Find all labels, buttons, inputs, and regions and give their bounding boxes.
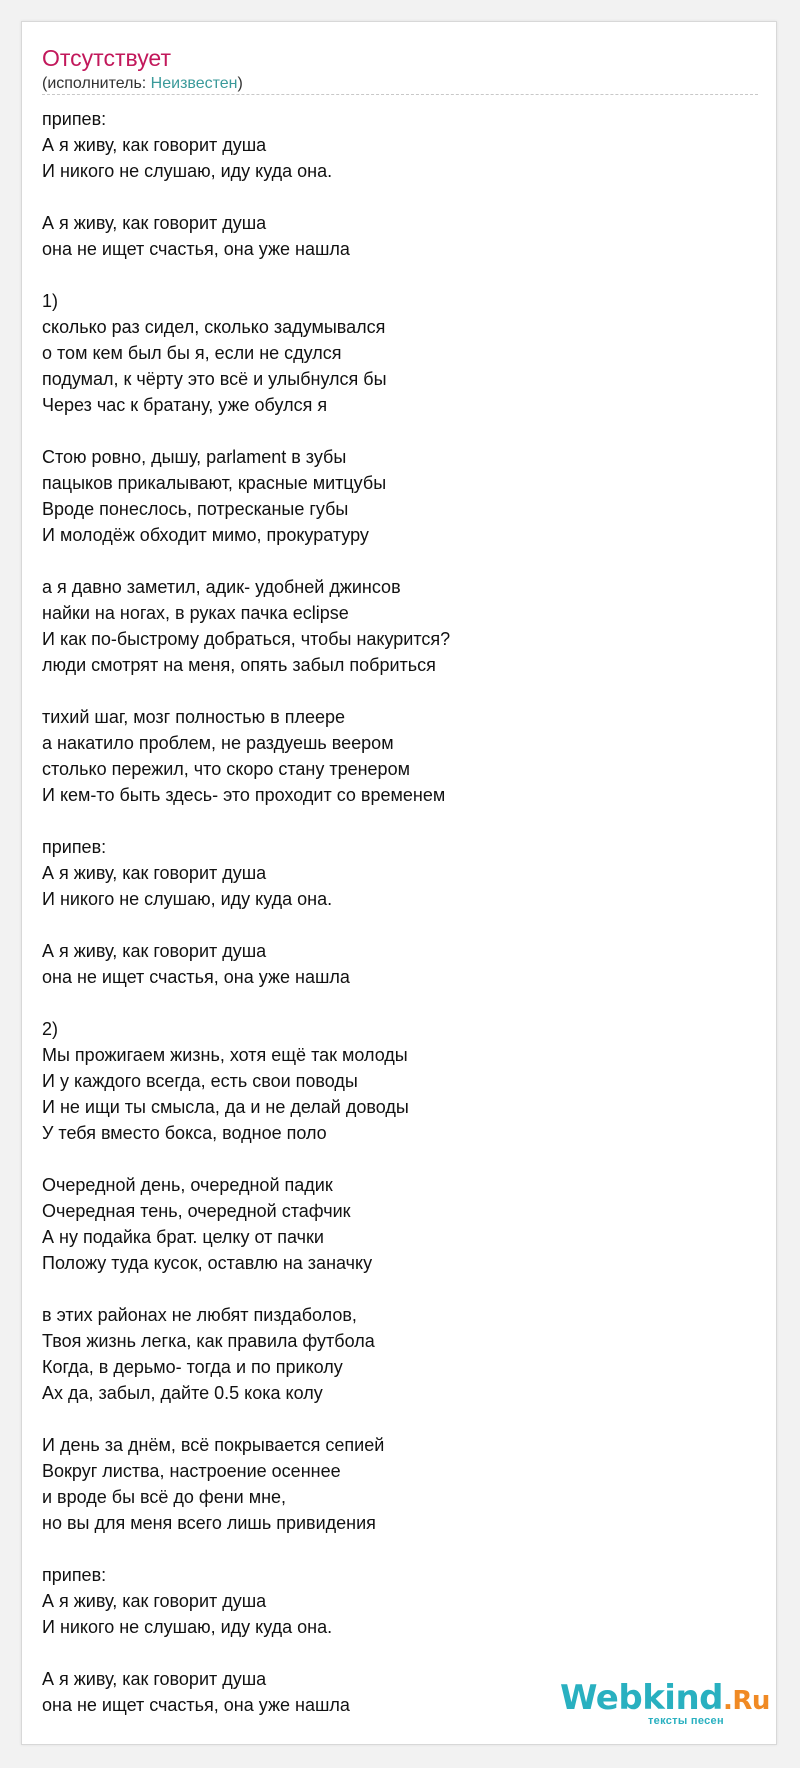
artist-prefix: (исполнитель: <box>42 75 151 92</box>
logo-subtitle: тексты песен <box>648 1715 724 1727</box>
artist-line <box>42 74 243 94</box>
webkind-logo[interactable] <box>560 1677 780 1737</box>
song-title: Отсутствует <box>42 45 171 71</box>
lyrics-card <box>21 21 777 1745</box>
dashed-divider <box>42 94 758 95</box>
logo-tld-text: .Ru <box>723 1686 770 1716</box>
artist-suffix: ) <box>237 75 243 92</box>
logo-main-text: Webkind <box>560 1678 723 1718</box>
lyrics-text: припев: А я живу, как говорит душа И никого не слушаю, иду куда она. А я живу, как говорит душа она не ищет счастья, она уже нашла 1) сколько раз сидел, сколько задумывался о том кем был бы я, если не сдулся подумал, к чёрту это всё и улыбнулся бы Через час к братану, уже обулся я Стою ровно, дышу, parlament в зубы пацыков прикалывают, красные митцубы Вроде понеслось, потрескaные губы И молодёж обходит мимо, прокуратуру а я давно заметил, адик- удобней джинсов найки на ногах, в руках пачка eclipse И как по-быстрому добраться, чтобы накурится? люди смотрят на меня, опять забыл побриться тихий шаг, мозг полностью в плеере а накатило проблем, не раздуешь веером столько пережил, что скоро стану тренером И кем-то быть здесь- это проходит со временем припев: А я живу, как говорит душа И никого не слушаю, иду куда она. А я живу, как говорит душа она не ищет счастья, она уже нашла 2) Мы прожигаем жизнь, хотя ещё так молоды И у каждого всегда, есть свои поводы И не ищи ты смысла, да и не делай доводы У тебя вместо бокса, водное поло Очередной день, очередной падик Очередная тень, очередной стафчик А ну подайка брат. целку от пачки Положу туда кусок, оставлю на заначку в этих районах не любят пиздаболов, Твоя жизнь легка, как правила футбола Когда, в дерьмо- тогда и по приколу Ах да, забыл, дайте 0.5 кока колу И день за днём, всё покрывается сепией Вокруг листва, настроение осеннее и вроде бы всё до фени мне, но вы для меня всего лишь привидения припев: А я живу, как говорит душа И никого не слушаю, иду куда она. А я живу, как говорит душа она не ищет счастья, она уже нашла <box>42 109 451 1715</box>
artist-link[interactable]: Неизвестен <box>150 75 238 92</box>
